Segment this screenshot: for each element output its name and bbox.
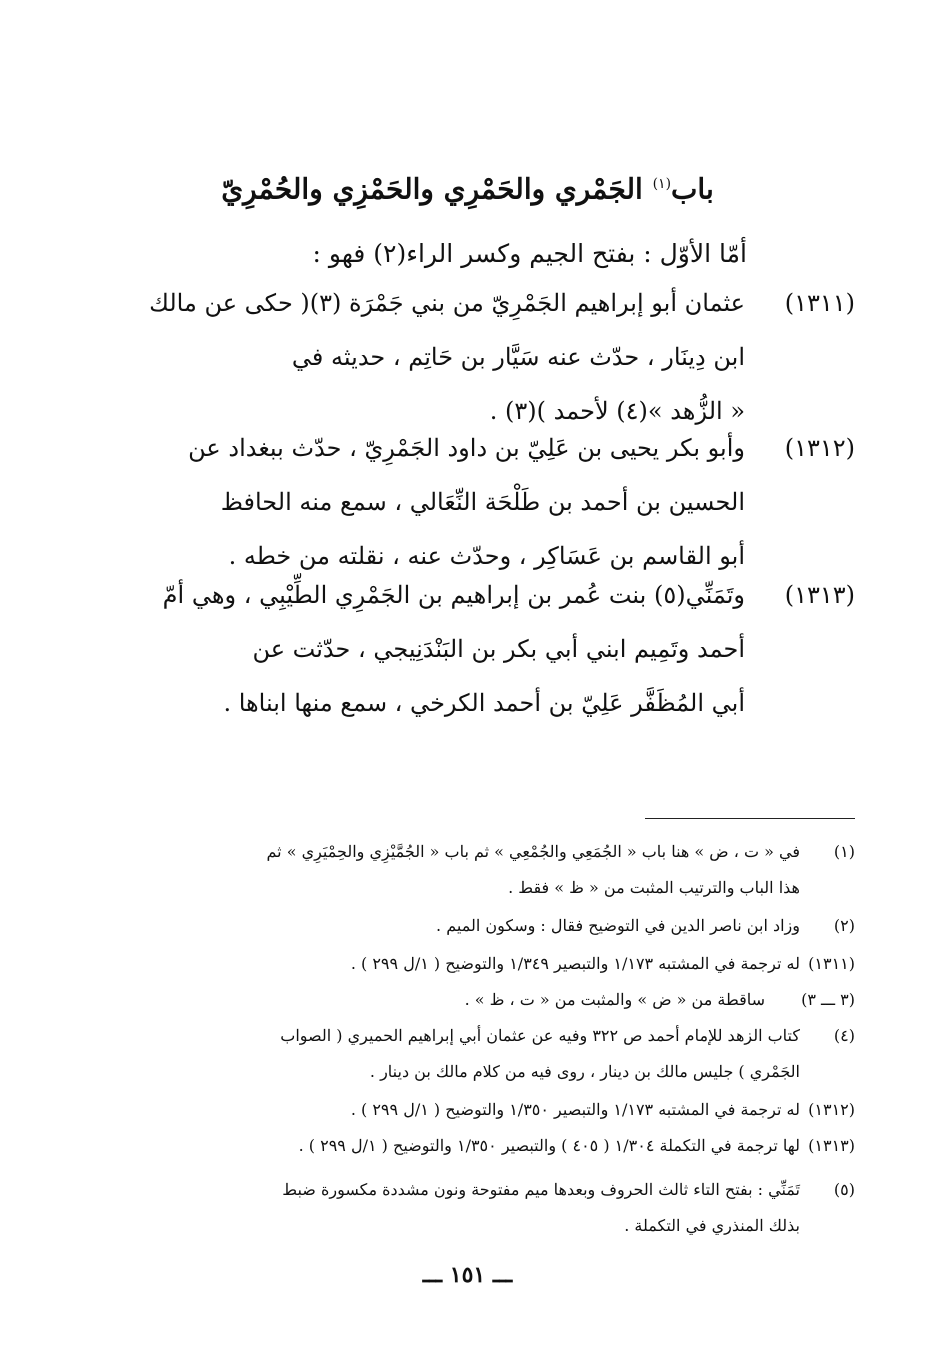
footnote-text: كتاب الزهد للإمام أحمد ص ٣٢٢ وفيه عن عثمان أبي إبراهيم الحميري ( الصواب [280, 1026, 800, 1045]
footnote-number: (٣ ـــ ٣) [801, 990, 855, 1009]
entry-line: أبو القاسم بن عَسَاكِر ، وحدّث عنه ، نقلته من خطه . [228, 542, 745, 570]
footnote-1 [100, 834, 855, 906]
footnote-1313 [100, 1128, 855, 1164]
footnote-text: تَمَنِّي : بفتح التاء ثالث الحروف وبعدها ميم مفتوحة ونون مشددة مكسورة ضبط [282, 1180, 800, 1199]
title-main: الجَمْري والحَمْرِي والحَمْزِي والحُمْرِيّ [221, 172, 643, 206]
entry-line: الحسين بن أحمد بن طَلْحَة النِّعَالي ، سمع منه الحافظ [220, 488, 745, 516]
entry-1313 [150, 568, 855, 730]
entry-1311 [150, 276, 855, 438]
footnote-text: هذا الباب والترتيب المثبت من « ظ » فقط . [508, 878, 800, 897]
entry-line: أحمد وتَمِيم ابني أبي بكر بن البَنْدَنِيجي ، حدّثت عن [252, 635, 745, 663]
entry-line: أبي المُظَفَّر عَلِيّ بن أحمد الكرخي ، سمع منها ابناها . [223, 689, 745, 717]
footnote-number: (٥) [833, 1180, 855, 1199]
footnote-text: بذلك المنذري في التكملة . [624, 1216, 800, 1235]
footnote-separator [645, 818, 855, 819]
entry-line: عثمان أبو إبراهيم الجَمْرِيّ من بني جَمْرَة (٣)( حكى عن مالك [149, 289, 745, 317]
footnote-text: ساقطة من « ض » والمثبت من « ت ، ظ » . [464, 990, 765, 1009]
footnote-text: له ترجمة في المشتبه ١/١٧٣ والتبصير ١/٣٤٩ والتوضيح ( ١/ل ٢٩٩ ) . [350, 954, 800, 973]
footnote-1311 [100, 946, 855, 982]
page-number: ـــ ١٥١ ـــ [422, 1262, 513, 1288]
entry-line: « الزُّهد »(٤) لأحمد )(٣) . [489, 397, 745, 425]
entry-1312 [150, 421, 855, 583]
intro-line: أمّا الأوّل : بفتح الجيم وكسر الراء(٢) فهو : [312, 239, 747, 268]
entry-number: (١٣١٣) [784, 581, 855, 609]
footnote-text: له ترجمة في المشتبه ١/١٧٣ والتبصير ١/٣٥٠ والتوضيح ( ١/ل ٢٩٩ ) . [350, 1100, 800, 1119]
footnote-text: في « ت ، ض » هنا باب « الجُمَعِي والجُمْعِي » ثم باب « الجُمَّيْزِي والحِمْيَرِي » ثم [266, 842, 800, 861]
title-prefix: باب [671, 172, 714, 206]
footnote-number: (١) [833, 842, 855, 861]
title-footnote-ref: (١) [652, 176, 672, 192]
footnote-number: (١٣١٣) [808, 1136, 855, 1155]
footnote-text: الجَمْري ) جليس مالك بن دينار ، روى فيه من كلام مالك بن دينار . [369, 1062, 800, 1081]
footnote-text: وزاد ابن ناصر الدين في التوضيح فقال : وسكون الميم . [436, 916, 800, 935]
chapter-title [110, 160, 825, 213]
footnote-number: (٢) [833, 916, 855, 935]
footnote-number: (٤) [833, 1026, 855, 1045]
footnote-2 [100, 908, 855, 944]
footnote-4 [100, 1018, 855, 1090]
footnote-text: لها ترجمة في التكملة ١/٣٠٤ ( ٤٠٥ ) والتبصير ١/٣٥٠ والتوضيح ( ١/ل ٢٩٩ ) . [298, 1136, 800, 1155]
footnote-3-3 [100, 982, 855, 1018]
footnote-number: (١٣١١) [808, 954, 855, 973]
footnote-5 [100, 1172, 855, 1244]
footnote-number: (١٣١٢) [808, 1100, 855, 1119]
entry-number: (١٣١١) [784, 289, 855, 317]
entry-line: وتَمَنِّي(٥) بنت عُمر بن إبراهيم بن الجَمْرِي الطِّيْبِي ، وهي أمّ [162, 581, 745, 609]
footnote-1312 [100, 1092, 855, 1128]
entry-line: ابن دِينَار ، حدّث عنه سَيَّار بن حَاتِم ، حديثه في [291, 343, 745, 371]
entry-line: وأبو بكر يحيى بن عَلِيّ بن داود الجَمْرِيّ ، حدّث ببغداد عن [188, 434, 745, 462]
entry-number: (١٣١٢) [784, 434, 855, 462]
